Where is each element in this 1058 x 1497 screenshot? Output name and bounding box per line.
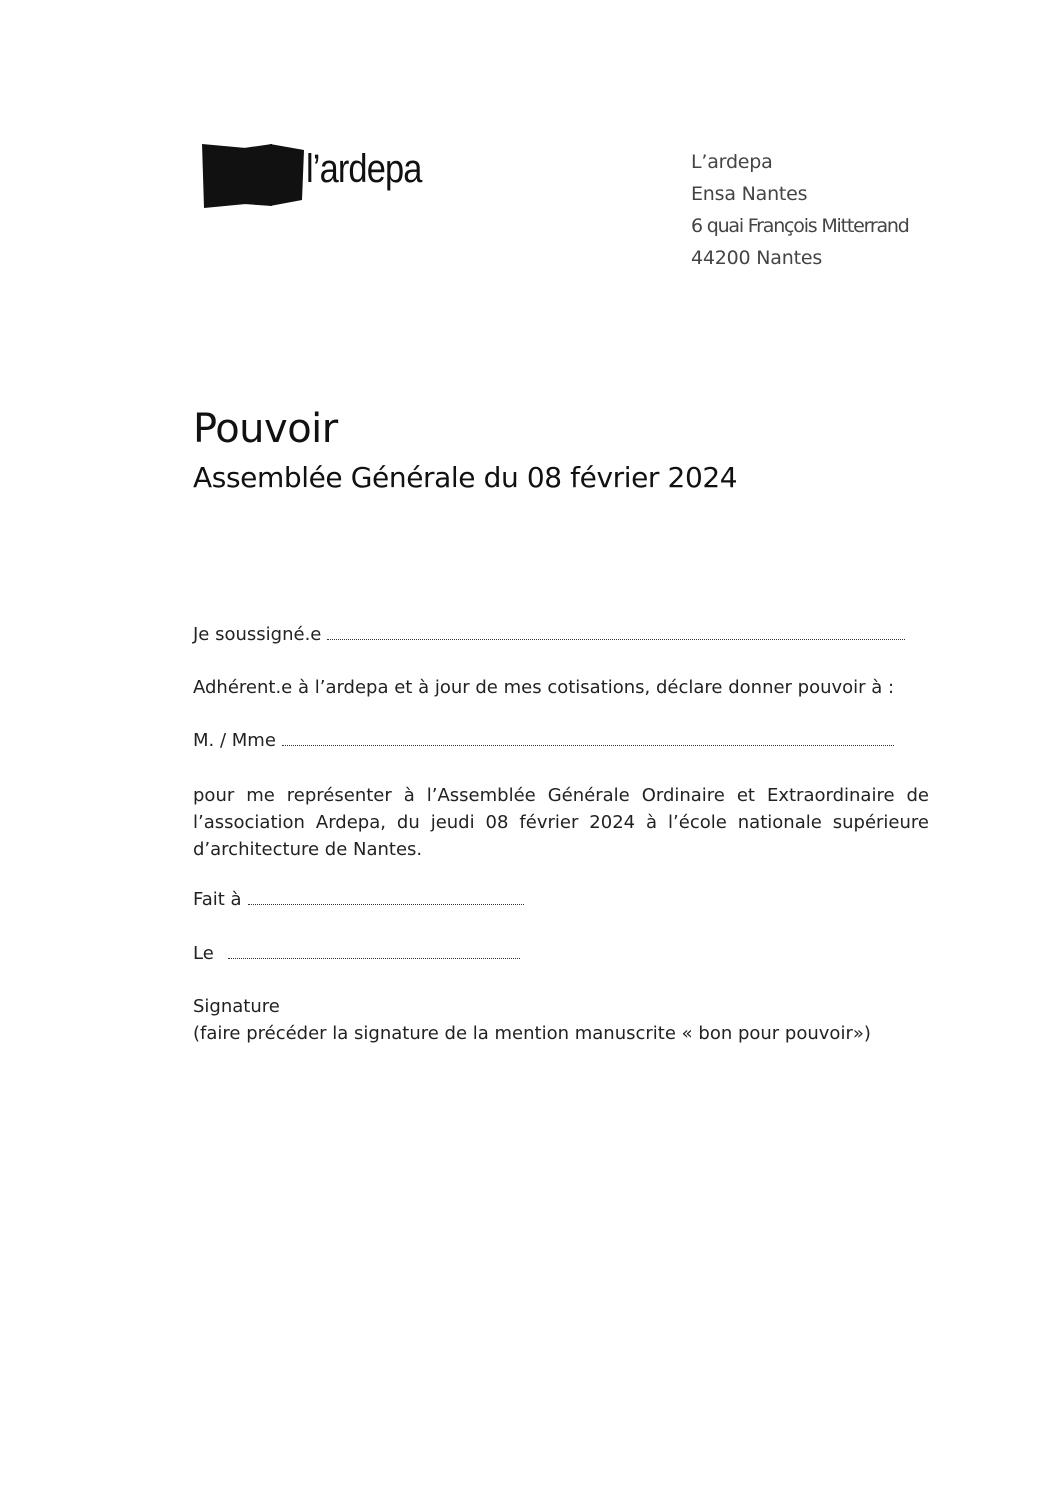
address-line-city: 44200 Nantes [691,247,823,269]
member-statement-text: Adhérent.e à l’ardepa et à jour de mes cotisations, déclare donner pouvoir à : [193,677,895,698]
date-row [193,941,520,967]
date-label: Le [193,943,214,964]
document-subtitle: Assemblée Générale du 08 février 2024 [193,461,738,494]
address-line-org: L’ardepa [691,151,773,173]
signature-label-row [193,994,280,1020]
proxy-blank[interactable] [282,729,894,746]
place-blank[interactable] [248,888,524,905]
place-label: Fait à [193,889,242,910]
sender-address [691,146,909,274]
signature-note: (faire précéder la signature de la mention manuscrite « bon pour pouvoir») [193,1023,871,1044]
undersigned-blank[interactable] [327,623,905,640]
signature-note-row [193,1021,871,1047]
logo-mark-icon [200,142,310,210]
address-line-school: Ensa Nantes [691,183,808,205]
document-title: Pouvoir [193,406,338,452]
member-statement [193,675,894,701]
address-line-street: 6 quai François Mitterrand [691,215,909,237]
signature-label: Signature [193,996,280,1017]
undersigned-row [193,622,905,648]
proxy-row [193,728,894,754]
logo-text: l’ardepa [306,147,422,191]
place-row [193,887,524,913]
date-blank[interactable] [228,942,520,959]
purpose-paragraph: pour me représenter à l’Assemblée Générale Ordinaire et Extraordinaire de l’association Ardepa, du jeudi 08 février 2024 à l’école nationale supérieure d’architecture de Nantes. [193,785,929,860]
proxy-label: M. / Mme [193,730,276,751]
ardepa-logo [200,142,440,210]
undersigned-label: Je soussigné.e [193,624,322,645]
